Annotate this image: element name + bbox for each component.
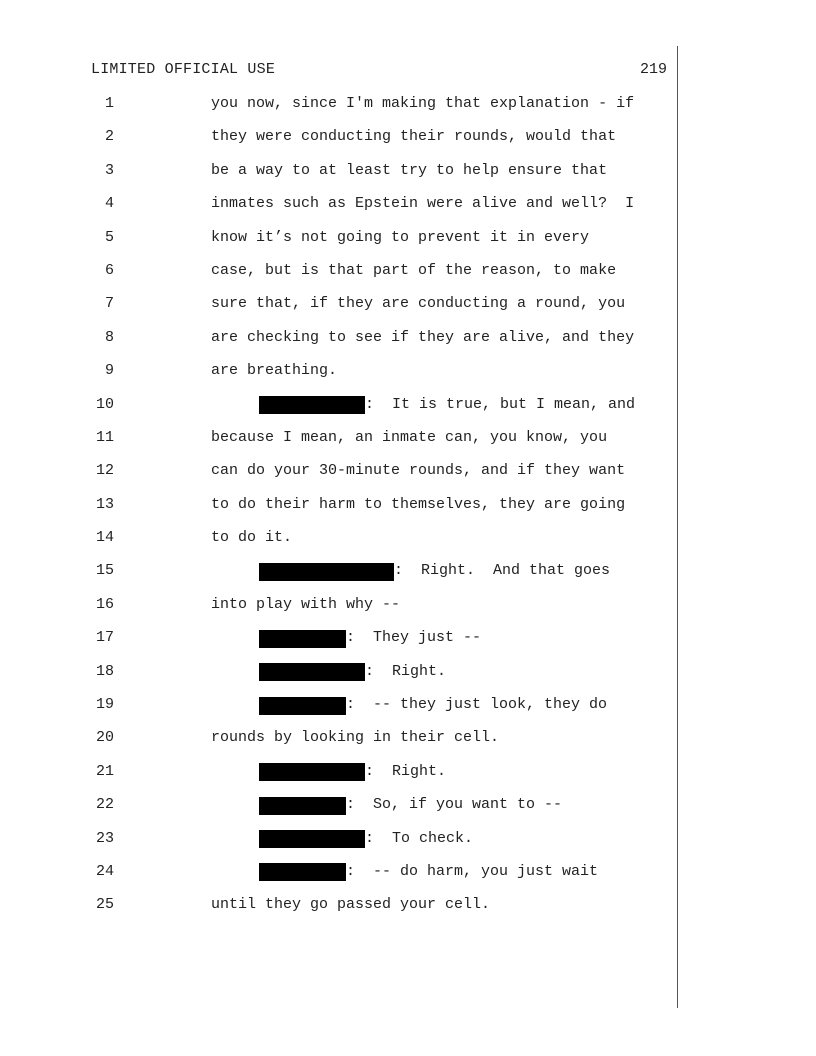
transcript-line [0,695,816,728]
line-text: until they go passed your cell. [211,896,491,914]
transcript-line [0,161,816,194]
speaker-turn [259,628,481,648]
transcript-line [0,94,816,127]
line-number: 18 [95,662,114,680]
line-text: sure that, if they are conducting a round, you [211,295,626,313]
line-text: because I mean, an inmate can, you know, you [211,428,608,446]
line-number: 14 [95,529,114,547]
line-number: 2 [104,128,114,146]
line-text: rounds by looking in their cell. [211,729,500,747]
line-text: : It is true, but I mean, and [365,395,636,413]
transcript-line [0,194,816,227]
line-number: 22 [95,796,114,814]
classification-header: LIMITED OFFICIAL USE [91,61,276,78]
redaction-box [259,396,365,414]
redaction-box [259,863,346,881]
line-number: 17 [95,629,114,647]
page-number: 219 [639,61,667,78]
line-text: you now, since I'm making that explanation - if [211,95,635,112]
speaker-turn [259,395,635,415]
transcript-line [0,328,816,361]
line-text: : So, if you want to -- [346,796,563,814]
transcript-line [0,762,816,795]
line-number: 12 [95,462,114,480]
line-text: can do your 30-minute rounds, and if they want [211,462,626,480]
redaction-box [259,563,394,581]
redaction-box [259,663,365,681]
line-text: : Right. And that goes [394,562,611,580]
transcript-line [0,728,816,761]
line-number: 20 [95,729,114,747]
transcript-line [0,528,816,561]
line-text: into play with why -- [211,595,401,613]
line-number: 25 [95,896,114,914]
speaker-turn [259,695,607,715]
line-number: 13 [95,495,114,513]
line-number: 8 [104,328,114,346]
transcript-line [0,428,816,461]
line-number: 16 [95,595,114,613]
line-number: 3 [104,161,114,179]
transcript-line [0,561,816,594]
transcript-line [0,495,816,528]
transcript-line [0,294,816,327]
redaction-box [259,797,346,815]
transcript-line [0,261,816,294]
line-text: are checking to see if they are alive, and they [211,328,635,346]
transcript-line [0,862,816,895]
line-text: be a way to at least try to help ensure that [211,161,608,179]
line-number: 7 [104,295,114,313]
line-number: 23 [95,829,114,847]
line-text: know it’s not going to prevent it in every [211,228,590,246]
line-text: case, but is that part of the reason, to make [211,261,617,279]
transcript-line [0,127,816,160]
line-text: : Right. [365,762,447,780]
redaction-box [259,830,365,848]
redaction-box [259,630,346,648]
line-text: : Right. [365,662,447,680]
transcript-line [0,361,816,394]
line-number: 24 [95,862,114,880]
speaker-turn [259,561,610,581]
line-number: 11 [95,428,114,446]
line-number: 10 [95,395,114,413]
speaker-turn [259,862,598,882]
line-number: 4 [104,195,114,213]
redaction-box [259,697,346,715]
line-number: 19 [95,696,114,714]
line-number: 15 [95,562,114,580]
line-text: : To check. [365,829,474,847]
line-text: : They just -- [346,629,482,647]
speaker-turn [259,829,473,849]
transcript-line [0,461,816,494]
line-number: 6 [104,261,114,279]
transcript-line [0,628,816,661]
transcript-line [0,795,816,828]
line-number: 5 [104,228,114,246]
line-number: 21 [95,762,114,780]
transcript-line [0,595,816,628]
line-number: 1 [104,95,114,112]
speaker-turn [259,795,562,815]
transcript-line [0,662,816,695]
line-text: : -- do harm, you just wait [346,862,599,880]
transcript-line [0,228,816,261]
line-text: to do it. [211,529,293,547]
line-text: inmates such as Epstein were alive and well? I [211,195,635,213]
line-text: they were conducting their rounds, would that [211,128,617,146]
transcript-line [0,395,816,428]
transcript-line [0,895,816,928]
redaction-box [259,763,365,781]
transcript-lines [0,94,816,929]
line-text: to do their harm to themselves, they are going [211,495,626,513]
line-text: : -- they just look, they do [346,696,608,714]
speaker-turn [259,662,446,682]
line-text: are breathing. [211,362,338,380]
line-number: 9 [104,362,114,380]
speaker-turn [259,762,446,782]
transcript-line [0,829,816,862]
